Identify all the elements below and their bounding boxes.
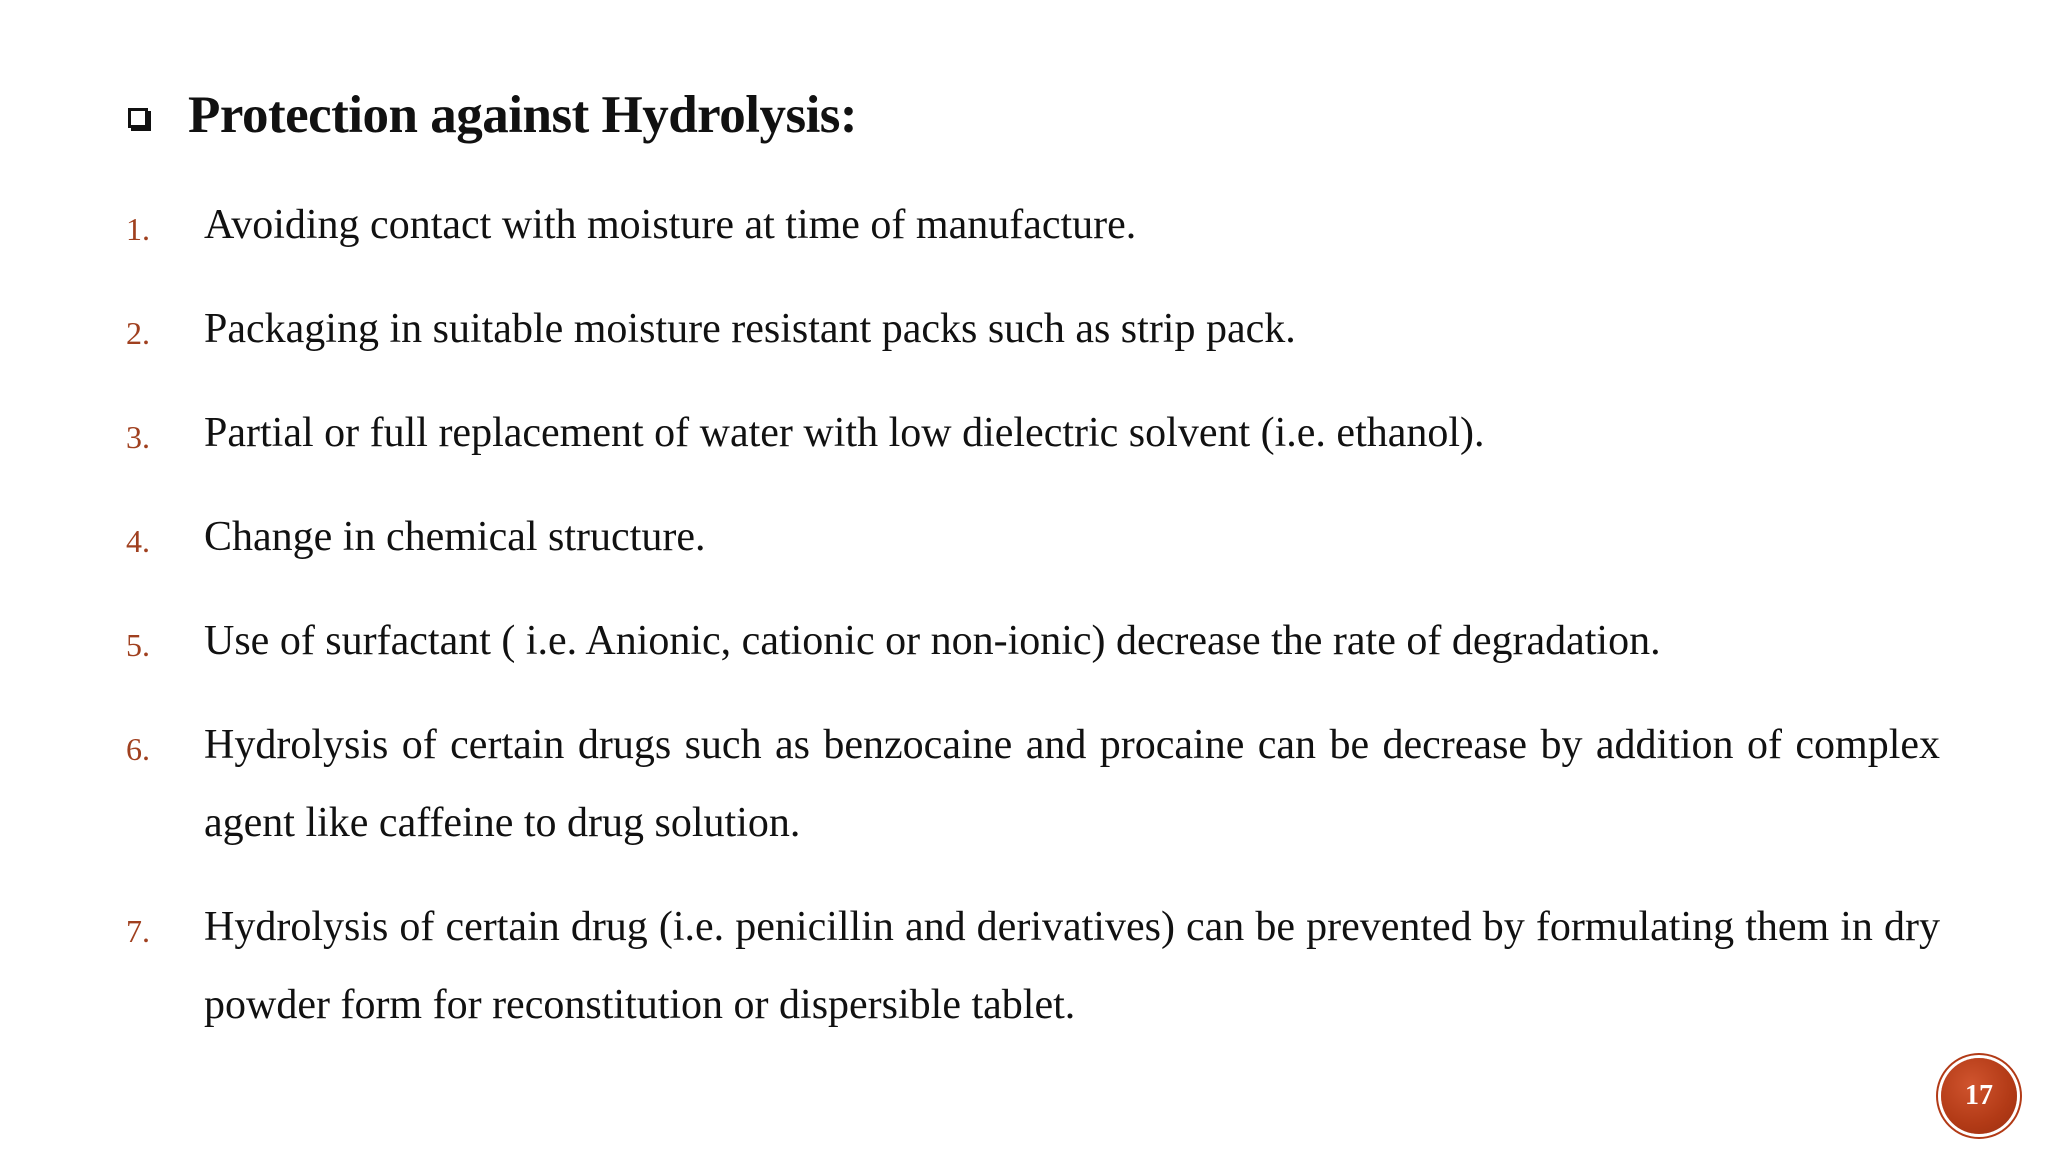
list-item-number: 7. bbox=[126, 913, 150, 949]
list-item-number: 1. bbox=[126, 211, 150, 247]
list-item-number: 4. bbox=[126, 523, 150, 559]
list-item-text: Packaging in suitable moisture resistant packs such as strip pack. bbox=[204, 306, 1296, 352]
list-item bbox=[126, 186, 1940, 268]
list-item-text: Change in chemical structure. bbox=[204, 514, 706, 560]
list-item-text: Hydrolysis of certain drugs such as benzocaine and procaine can be decrease by addition of complex agent like caffeine to drug solution. bbox=[204, 722, 1940, 846]
list-item-text: Hydrolysis of certain drug (i.e. penicillin and derivatives) can be prevented by formulating them in dry powder form for reconstitution or dispersible tablet. bbox=[204, 904, 1940, 1028]
heading-row bbox=[128, 82, 857, 148]
list-item bbox=[126, 888, 1940, 1044]
list-item-text: Use of surfactant ( i.e. Anionic, cationic or non-ionic) decrease the rate of degradation. bbox=[204, 618, 1661, 664]
list-item bbox=[126, 602, 1940, 684]
list-item-number: 5. bbox=[126, 627, 150, 663]
slide-heading: Protection against Hydrolysis: bbox=[188, 86, 858, 144]
page-number-badge: 17 bbox=[1941, 1058, 2017, 1134]
list-item-text: Partial or full replacement of water with low dielectric solvent (i.e. ethanol). bbox=[204, 410, 1485, 456]
list-item bbox=[126, 706, 1940, 862]
square-bullet-icon bbox=[128, 108, 148, 128]
list-item-text: Avoiding contact with moisture at time of manufacture. bbox=[204, 202, 1137, 248]
list-item bbox=[126, 498, 1940, 580]
list-item bbox=[126, 394, 1940, 476]
list-item bbox=[126, 290, 1940, 372]
list-item-number: 2. bbox=[126, 315, 150, 351]
list-item-number: 6. bbox=[126, 731, 150, 767]
list-item-number: 3. bbox=[126, 419, 150, 455]
